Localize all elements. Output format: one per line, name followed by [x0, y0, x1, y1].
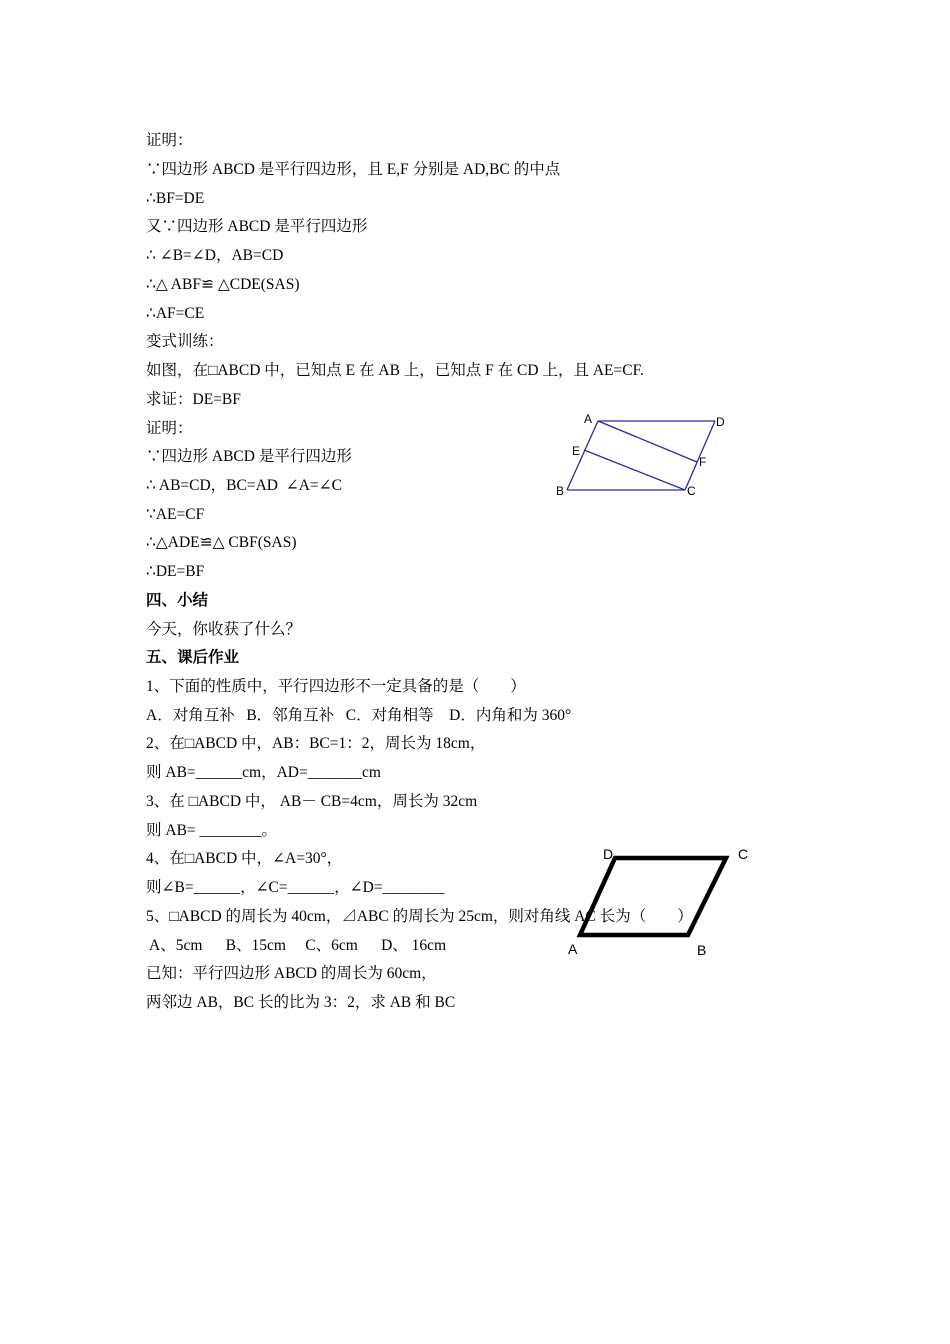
- line-25: 则 AB= ________。: [146, 822, 278, 839]
- line-4: 又∵四边形 ABCD 是平行四边形: [146, 218, 368, 235]
- line-28: 5、□ABCD 的周长为 40cm，⊿ABC 的周长为 25cm，则对角线 AC 长为（ ）: [146, 908, 693, 925]
- line-24: 3、在 □ABCD 中， AB－ CB=4cm，周长为 32cm: [146, 793, 478, 810]
- line-16: ∴DE=BF: [146, 563, 205, 580]
- parallelogram-figure-1: [550, 405, 740, 505]
- line-23: 则 AB=______cm，AD=_______cm: [146, 764, 381, 781]
- parallelogram-figure-2: [560, 840, 760, 965]
- line-18: 今天，你收获了什么？: [146, 621, 302, 638]
- line-11: 证明：: [146, 420, 193, 437]
- label-e: E: [572, 444, 581, 458]
- line-1: 证明：: [146, 132, 193, 149]
- parallelogram-abcd: [580, 858, 726, 935]
- section-heading-homework: 五、课后作业: [146, 649, 240, 666]
- line-7: ∴AF=CE: [146, 305, 205, 322]
- label-a: A: [584, 412, 593, 426]
- segment-ec: [584, 450, 685, 490]
- line-22: 2、在□ABCD 中，AB：BC=1：2，周长为 18cm，: [146, 735, 486, 752]
- line-10: 求证：DE=BF: [146, 391, 241, 408]
- line-9: 如图，在□ABCD 中，已知点 E 在 AB 上，已知点 F 在 CD 上，且 AE=CF.: [146, 362, 644, 379]
- label-a: A: [568, 941, 578, 957]
- line-26: 4、在□ABCD 中，∠A=30°，: [146, 850, 343, 867]
- label-c: C: [687, 484, 696, 498]
- label-b: B: [697, 942, 707, 958]
- label-b: B: [556, 484, 565, 498]
- line-2: ∵四边形 ABCD 是平行四边形，且 E,F 分别是 AD,BC 的中点: [146, 161, 561, 178]
- line-13: ∴ AB=CD，BC=AD ∠A=∠C: [146, 477, 342, 494]
- line-3: ∴BF=DE: [146, 190, 205, 207]
- segment-af: [598, 421, 697, 462]
- line-15: ∴△ADE≌△ CBF(SAS): [146, 534, 297, 551]
- label-c: C: [738, 846, 749, 862]
- section-heading-summary: 四、小结: [146, 592, 209, 609]
- line-5: ∴ ∠B=∠D，AB=CD: [146, 247, 284, 264]
- label-d: D: [716, 415, 725, 429]
- line-21: A．对角互补 B．邻角互补 C．对角相等 D．内角和为 360°: [146, 707, 572, 724]
- line-31: 两邻边 AB，BC 长的比为 3：2，求 AB 和 BC: [146, 994, 456, 1011]
- line-12: ∵四边形 ABCD 是平行四边形: [146, 448, 352, 465]
- line-29: A、5cm B、15cm C、6cm D、 16cm: [146, 937, 447, 954]
- line-6: ∴△ ABF≌ △CDE(SAS): [146, 276, 300, 293]
- line-27: 则∠B=______，∠C=______，∠D=________: [146, 879, 445, 896]
- line-30: 已知：平行四边形 ABCD 的周长为 60cm，: [146, 965, 437, 982]
- line-14: ∵AE=CF: [146, 506, 205, 523]
- line-20: 1、下面的性质中，平行四边形不一定具备的是（ ）: [146, 678, 526, 695]
- label-d: D: [603, 846, 614, 862]
- line-8: 变式训练：: [146, 333, 224, 350]
- label-f: F: [699, 455, 707, 469]
